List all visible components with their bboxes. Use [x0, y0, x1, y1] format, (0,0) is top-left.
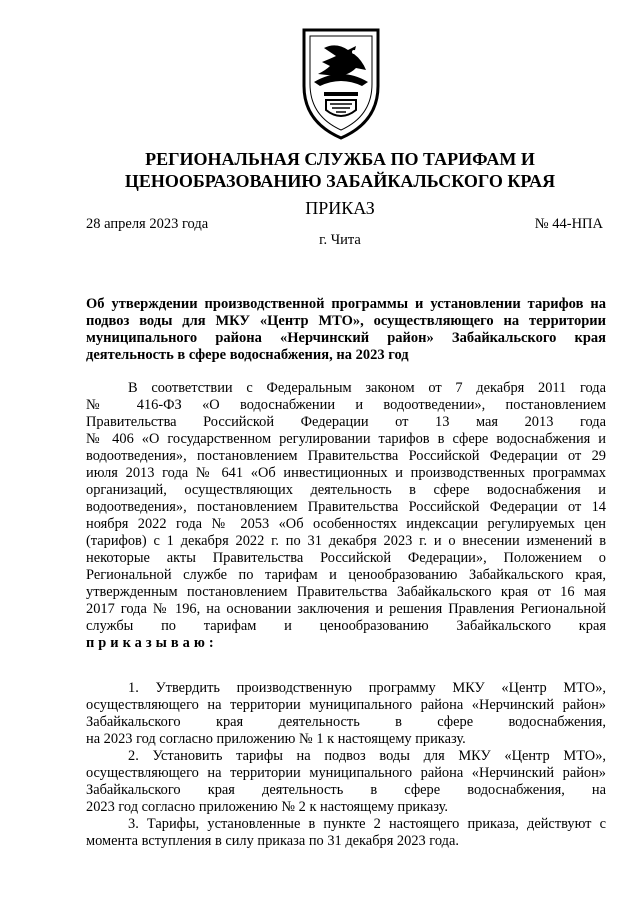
subject-line: Об утверждении производственной программы и установлении тарифов на	[86, 296, 606, 312]
preamble-line: утвержденным постановлением Правительства Забайкальского края от 16 мая	[86, 584, 606, 600]
coat-of-arms-icon	[296, 26, 386, 142]
authority-title-line2: ЦЕНООБРАЗОВАНИЮ ЗАБАЙКАЛЬСКОГО КРАЯ	[124, 171, 556, 191]
preamble-line: Правительства Российской Федерации от 13 мая 2013 года	[86, 414, 606, 430]
item-2-line: 2023 год согласно приложению № 2 к настоящему приказу.	[86, 799, 449, 815]
item-2-line: осуществляющего на территории муниципального района «Нерчинский район»	[86, 765, 606, 781]
preamble-line: службы по тарифам и ценообразованию Забайкальского края	[86, 618, 606, 634]
preamble-line: ноября 2022 года № 2053 «Об особенностях индексации регулируемых цен	[86, 516, 606, 532]
item-3-line: 3. Тарифы, установленные в пункте 2 настоящего приказа, действуют с	[128, 816, 606, 832]
preamble	[86, 380, 606, 652]
order-items	[86, 680, 606, 850]
preamble-line: (тарифов) с 1 декабря 2022 г. по 31 декабря 2023 г. и о внесении изменений в	[86, 533, 606, 549]
preamble-line: водоотведения», постановлением Правительства Российской Федерации от 29	[86, 448, 606, 464]
subject-line: подвоз воды для МКУ «Центр МТО», осуществляющего на территории	[86, 313, 606, 329]
preamble-line: водоотведения», постановлением Правительства Российской Федерации от 14	[86, 499, 606, 515]
subject-line: деятельность в сфере водоснабжения, на 2023 год	[86, 347, 409, 363]
preamble-line: 2017 года № 196, на основании заключения и решения Правления Региональной	[86, 601, 606, 617]
preamble-line: В соответствии с Федеральным законом от 7 декабря 2011 года	[128, 380, 606, 396]
subject-line: муниципального района «Нерчинский район» Забайкальского края	[86, 330, 606, 346]
item-2-line: 2. Установить тарифы на подвоз воды для МКУ «Центр МТО»,	[128, 748, 606, 764]
preamble-line: Региональной службе по тарифам и ценообразованию Забайкальского края,	[86, 567, 606, 583]
item-1-line: Забайкальского края деятельность в сфере водоснабжения,	[86, 714, 606, 730]
item-3-line: момента вступления в силу приказа по 31 декабря 2023 года.	[86, 833, 459, 849]
item-1-line: 1. Утвердить производственную программу МКУ «Центр МТО»,	[128, 680, 606, 696]
item-1-line: осуществляющего на территории муниципального района «Нерчинский район»	[86, 697, 606, 713]
authority-title-line1: РЕГИОНАЛЬНАЯ СЛУЖБА ПО ТАРИФАМ И	[145, 149, 535, 169]
preamble-line: организаций, осуществляющих деятельность в сфере водоснабжения и	[86, 482, 606, 498]
document-subject	[86, 296, 606, 364]
preamble-line: июля 2013 года № 641 «Об инвестиционных и производственных программах	[86, 465, 606, 481]
preamble-line: некоторые акты Правительства Российской Федерации», Положением о	[86, 550, 606, 566]
preamble-line: № 406 «О государственном регулировании тарифов в сфере водоснабжения и	[86, 431, 606, 447]
item-2-line: Забайкальского края деятельность в сфере водоснабжения, на	[86, 782, 606, 798]
document-date: 28 апреля 2023 года	[86, 216, 209, 232]
preamble-line: № 416-ФЗ «О водоснабжении и водоотведении», постановлением	[86, 397, 606, 413]
item-1-line: на 2023 год согласно приложению № 1 к настоящему приказу.	[86, 731, 466, 747]
order-word: приказываю:	[86, 635, 218, 651]
document-number: № 44-НПА	[534, 216, 603, 232]
document-type: ПРИКАЗ	[305, 198, 375, 218]
document-city: г. Чита	[319, 232, 361, 248]
